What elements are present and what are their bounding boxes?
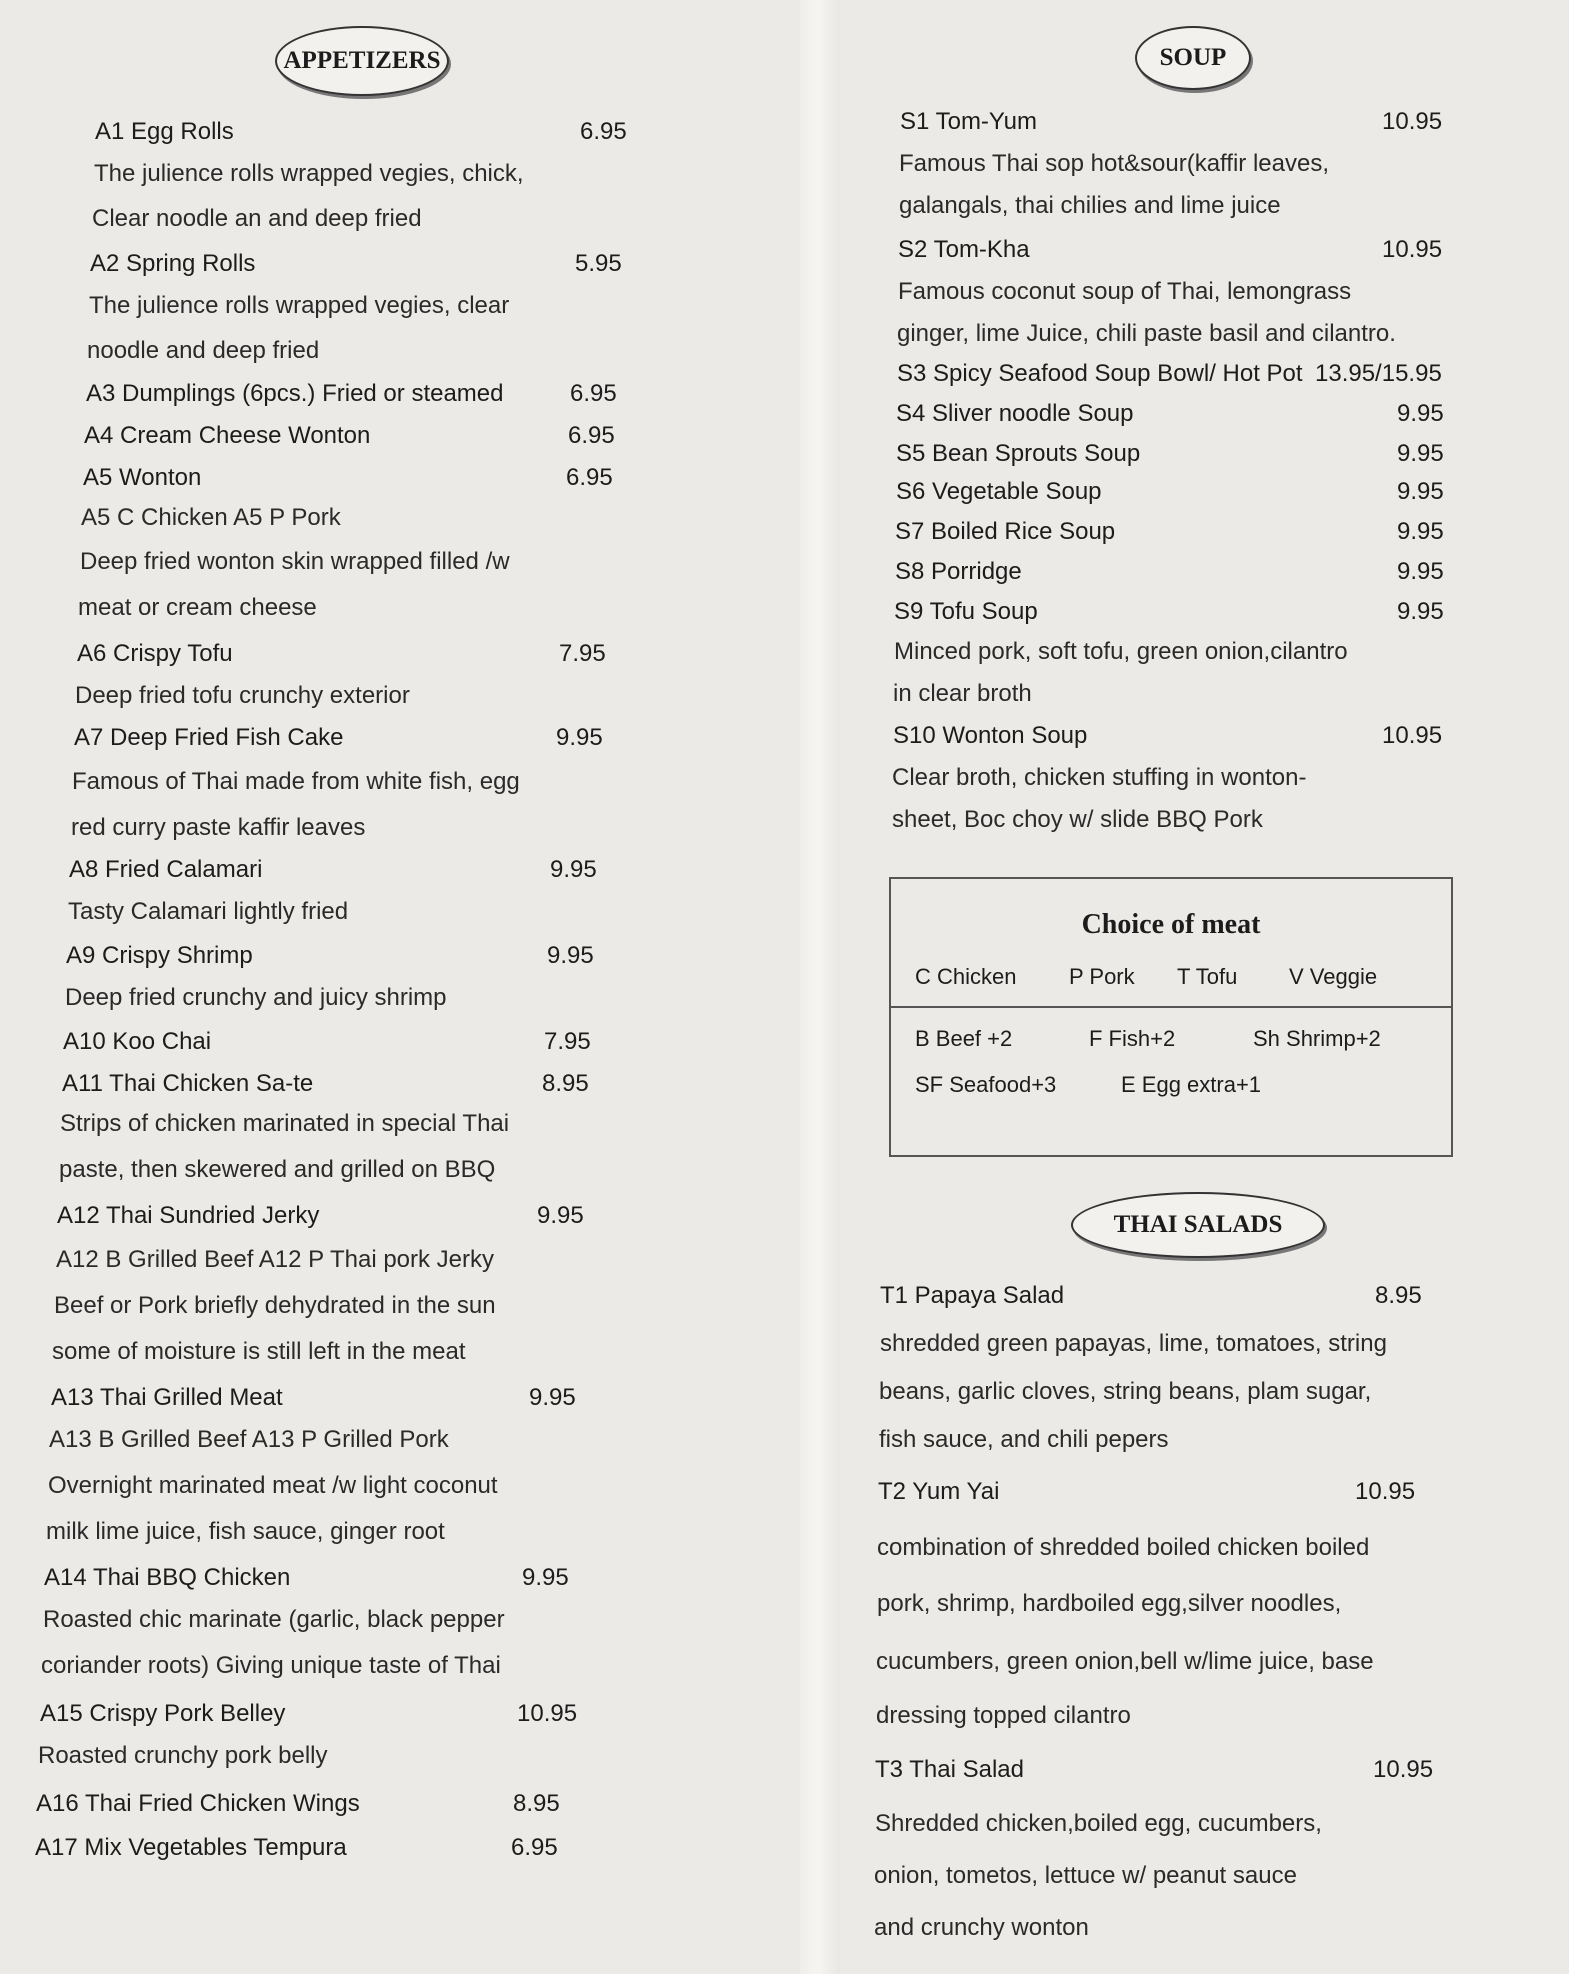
appetizers-heading: APPETIZERS (275, 26, 449, 96)
menu-item-price: 8.95 (542, 1070, 589, 1097)
menu-item-price: 9.95 (537, 1202, 584, 1229)
menu-item-price: 9.95 (550, 856, 597, 883)
menu-item-name: A11 Thai Chicken Sa-te (62, 1070, 314, 1097)
menu-item-description: some of moisture is still left in the meat (52, 1338, 466, 1365)
menu-item-description: and crunchy wonton (874, 1914, 1089, 1941)
menu-item-price: 10.95 (1382, 108, 1443, 135)
menu-item-name: A13 Thai Grilled Meat (51, 1384, 283, 1411)
menu-item-description: in clear broth (893, 680, 1032, 707)
meat-option: V Veggie (1289, 964, 1378, 989)
menu-item-price: 9.95 (547, 942, 594, 969)
meat-option: C Chicken (915, 964, 1017, 989)
menu-item-name: S2 Tom-Kha (898, 236, 1030, 263)
menu-item-description: cucumbers, green onion,bell w/lime juice, base (876, 1648, 1374, 1675)
menu-item-name: A7 Deep Fried Fish Cake (74, 724, 344, 751)
meat-choice-title: Choice of meat (1081, 909, 1261, 940)
meat-option: E Egg extra+1 (1121, 1072, 1262, 1097)
menu-item-price: 9.95 (1397, 440, 1444, 467)
menu-item-price: 6.95 (570, 380, 617, 407)
menu-item-name: S8 Porridge (895, 558, 1022, 585)
menu-item-price: 6.95 (566, 464, 613, 491)
soup-heading: SOUP (1135, 26, 1251, 90)
menu-item-description: fish sauce, and chili pepers (879, 1426, 1169, 1453)
menu-item-name: A5 Wonton (83, 464, 202, 491)
menu-item-description: Tasty Calamari lightly fried (68, 898, 349, 925)
meat-option: B Beef +2 (915, 1026, 1013, 1051)
menu-item-description: The julience rolls wrapped vegies, chick, (94, 160, 524, 187)
menu-item-name: S5 Bean Sprouts Soup (896, 440, 1141, 467)
menu-item-description: shredded green papayas, lime, tomatoes, string (880, 1330, 1387, 1357)
menu-item-name: A15 Crispy Pork Belley (40, 1700, 286, 1727)
menu-item-description: Beef or Pork briefly dehydrated in the sun (54, 1292, 496, 1319)
menu-item-name: S10 Wonton Soup (893, 722, 1088, 749)
menu-item-name: A1 Egg Rolls (95, 118, 234, 145)
menu-item-name: T2 Yum Yai (878, 1478, 1000, 1505)
menu-item-description: Famous of Thai made from white fish, egg (72, 768, 520, 795)
menu-item-name: A16 Thai Fried Chicken Wings (36, 1790, 360, 1817)
menu-item-description: Deep fried tofu crunchy exterior (75, 682, 410, 709)
menu-item-name: S6 Vegetable Soup (896, 478, 1102, 505)
menu-item-name: S7 Boiled Rice Soup (895, 518, 1116, 545)
menu-item-price: 9.95 (1397, 518, 1444, 545)
menu-item-price: 10.95 (1382, 236, 1443, 263)
menu-item-price: 9.95 (1397, 478, 1444, 505)
menu-item-price: 6.95 (580, 118, 627, 145)
salads-heading: THAI SALADS (1071, 1192, 1325, 1258)
meat-option: T Tofu (1177, 964, 1238, 989)
menu-item-price: 9.95 (522, 1564, 569, 1591)
menu-item-description: ginger, lime Juice, chili paste basil and cilantro. (897, 320, 1396, 347)
meat-option: SF Seafood+3 (915, 1072, 1057, 1097)
menu-item-description: onion, tometos, lettuce w/ peanut sauce (874, 1862, 1297, 1889)
menu-item-description: A5 C Chicken A5 P Pork (81, 504, 341, 531)
menu-item-price: 8.95 (1375, 1282, 1422, 1309)
menu-item-description: coriander roots) Giving unique taste of Thai (41, 1652, 501, 1679)
menu-item-name: A17 Mix Vegetables Tempura (35, 1834, 347, 1861)
menu-item-description: Shredded chicken,boiled egg, cucumbers, (875, 1810, 1322, 1837)
menu-item-price: 9.95 (1397, 400, 1444, 427)
meat-option: F Fish+2 (1089, 1026, 1176, 1051)
menu-item-name: A14 Thai BBQ Chicken (44, 1564, 291, 1591)
menu-item-price: 10.95 (1382, 722, 1443, 749)
menu-item-name: S3 Spicy Seafood Soup Bowl/ Hot Pot (897, 360, 1303, 387)
menu-item-description: noodle and deep fried (87, 337, 320, 364)
menu-item-description: beans, garlic cloves, string beans, plam sugar, (879, 1378, 1372, 1405)
menu-item-price: 9.95 (529, 1384, 576, 1411)
meat-choice-divider (891, 1006, 1451, 1008)
menu-item-description: Deep fried crunchy and juicy shrimp (65, 984, 447, 1011)
menu-item-price: 5.95 (575, 250, 622, 277)
menu-item-name: A12 Thai Sundried Jerky (57, 1202, 320, 1229)
meat-choice-box (889, 877, 1453, 1157)
menu-item-name: A9 Crispy Shrimp (66, 942, 253, 969)
menu-item-description: Minced pork, soft tofu, green onion,cilantro (894, 638, 1348, 665)
menu-item-description: A12 B Grilled Beef A12 P Thai pork Jerky (56, 1246, 495, 1273)
menu-item-description: dressing topped cilantro (876, 1702, 1131, 1729)
menu-item-name: S9 Tofu Soup (894, 598, 1038, 625)
menu-item-description: Famous Thai sop hot&sour(kaffir leaves, (899, 150, 1329, 177)
menu-item-description: Clear noodle an and deep fried (92, 205, 422, 232)
menu-item-name: A3 Dumplings (6pcs.) Fried or steamed (86, 380, 504, 407)
menu-item-name: S1 Tom-Yum (900, 108, 1037, 135)
menu-item-price: 9.95 (1397, 598, 1444, 625)
menu-item-description: galangals, thai chilies and lime juice (899, 192, 1281, 219)
menu-item-price: 6.95 (511, 1834, 558, 1861)
menu-item-name: T3 Thai Salad (875, 1756, 1024, 1783)
menu-item-description: Famous coconut soup of Thai, lemongrass (898, 278, 1352, 305)
menu-item-description: Overnight marinated meat /w light coconut (48, 1472, 498, 1499)
menu-item-price: 6.95 (568, 422, 615, 449)
menu-item-name: A2 Spring Rolls (90, 250, 256, 277)
menu-item-description: Roasted crunchy pork belly (38, 1742, 328, 1769)
menu-item-description: combination of shredded boiled chicken boiled (877, 1534, 1370, 1561)
meat-option: Sh Shrimp+2 (1253, 1026, 1381, 1051)
menu-item-price: 10.95 (1355, 1478, 1416, 1505)
menu-item-description: sheet, Boc choy w/ slide BBQ Pork (892, 806, 1263, 833)
menu-item-price: 7.95 (559, 640, 606, 667)
menu-item-price: 9.95 (1397, 558, 1444, 585)
menu-item-description: Clear broth, chicken stuffing in wonton- (892, 764, 1307, 791)
menu-item-price: 9.95 (556, 724, 603, 751)
menu-item-description: red curry paste kaffir leaves (71, 814, 366, 841)
menu-item-description: The julience rolls wrapped vegies, clear (89, 292, 510, 319)
menu-item-description: paste, then skewered and grilled on BBQ (59, 1156, 496, 1183)
menu-item-description: Roasted chic marinate (garlic, black pepper (43, 1606, 505, 1633)
menu-item-description: Strips of chicken marinated in special Thai (60, 1110, 510, 1137)
menu-item-name: A6 Crispy Tofu (77, 640, 233, 667)
menu-item-description: Deep fried wonton skin wrapped filled /w (80, 548, 510, 575)
menu-item-description: milk lime juice, fish sauce, ginger root (46, 1518, 445, 1545)
menu-item-price: 8.95 (513, 1790, 560, 1817)
menu-item-description: A13 B Grilled Beef A13 P Grilled Pork (49, 1426, 449, 1453)
menu-item-price: 10.95 (1373, 1756, 1434, 1783)
menu-item-name: A10 Koo Chai (63, 1028, 212, 1055)
menu-item-description: meat or cream cheese (78, 594, 317, 621)
meat-option: P Pork (1069, 964, 1135, 989)
menu-item-name: A4 Cream Cheese Wonton (84, 422, 371, 449)
menu-item-price: 7.95 (544, 1028, 591, 1055)
menu-item-name: T1 Papaya Salad (880, 1282, 1065, 1309)
menu-item-description: pork, shrimp, hardboiled egg,silver noodles, (877, 1590, 1342, 1617)
menu-item-price: 10.95 (517, 1700, 578, 1727)
menu-item-name: S4 Sliver noodle Soup (896, 400, 1134, 427)
menu-item-name: A8 Fried Calamari (69, 856, 263, 883)
page-fold (800, 0, 840, 1974)
menu-item-price: 13.95/15.95 (1315, 360, 1442, 387)
